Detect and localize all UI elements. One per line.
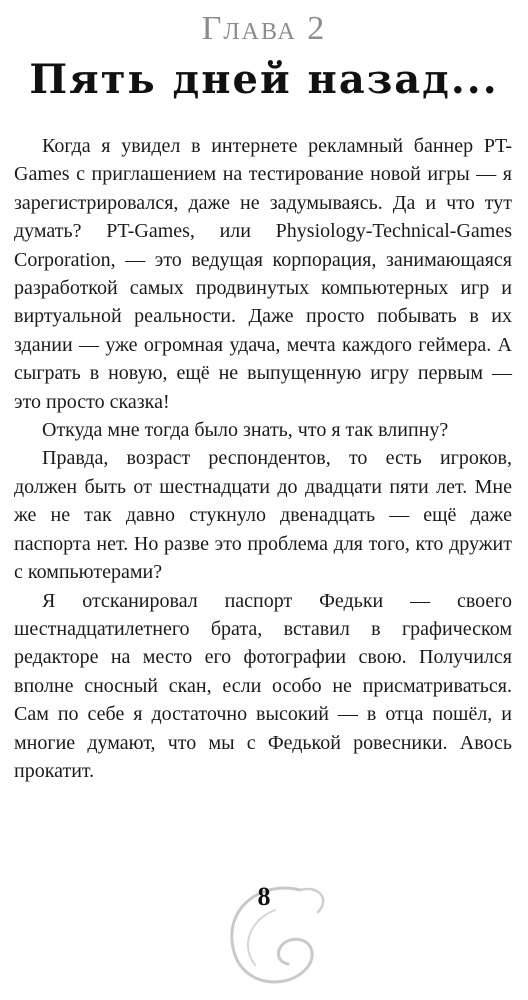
paragraph: Откуда мне тогда было знать, что я так влипну? xyxy=(42,419,449,442)
paragraph: Правда, возраст респондентов, то есть игроков, должен быть от шестнадцати до двадцати пяти лет. Мне же не так давно стукнуло двенадцать — ещё даже паспорта нет. Но разве это проблема для того, кто дружит с компьютерами? xyxy=(14,447,512,584)
chapter-label: Глава 2 xyxy=(201,10,327,47)
chapter-title: Пять дней назад... xyxy=(29,56,499,103)
paragraph: Когда я увидел в интернете рекламный баннер PT-Games с приглашением на тестирование новой игры — я зарегистрировался, даже не задумываясь. Да и что тут думать? PT-Games, или Physiology-Technical-Games Corporation, — это ведущая корпорация, занимающаяся разработкой самых продвинутых компьютерных игр и виртуальной реальности. Даже просто побывать в их здании — уже огромная удача, мечта каждого геймера. А сыграть в новую, ещё не выпущенную игру первым — это просто сказка! xyxy=(14,135,512,413)
paragraph: Я отсканировал паспорт Федьки — своего шестнадцатилетнего брата, вставил в графическом редакторе на место его фотографии свою. Получился вполне сносный скан, если особо не присматриваться. Сам по себе я достаточно высокий — в отца пошёл, и многие думают, что мы с Федькой ровесники. Авось прокатит. xyxy=(14,589,512,782)
page-number: 8 xyxy=(257,882,271,911)
page-ornament xyxy=(180,850,380,1000)
text-body xyxy=(14,132,512,785)
